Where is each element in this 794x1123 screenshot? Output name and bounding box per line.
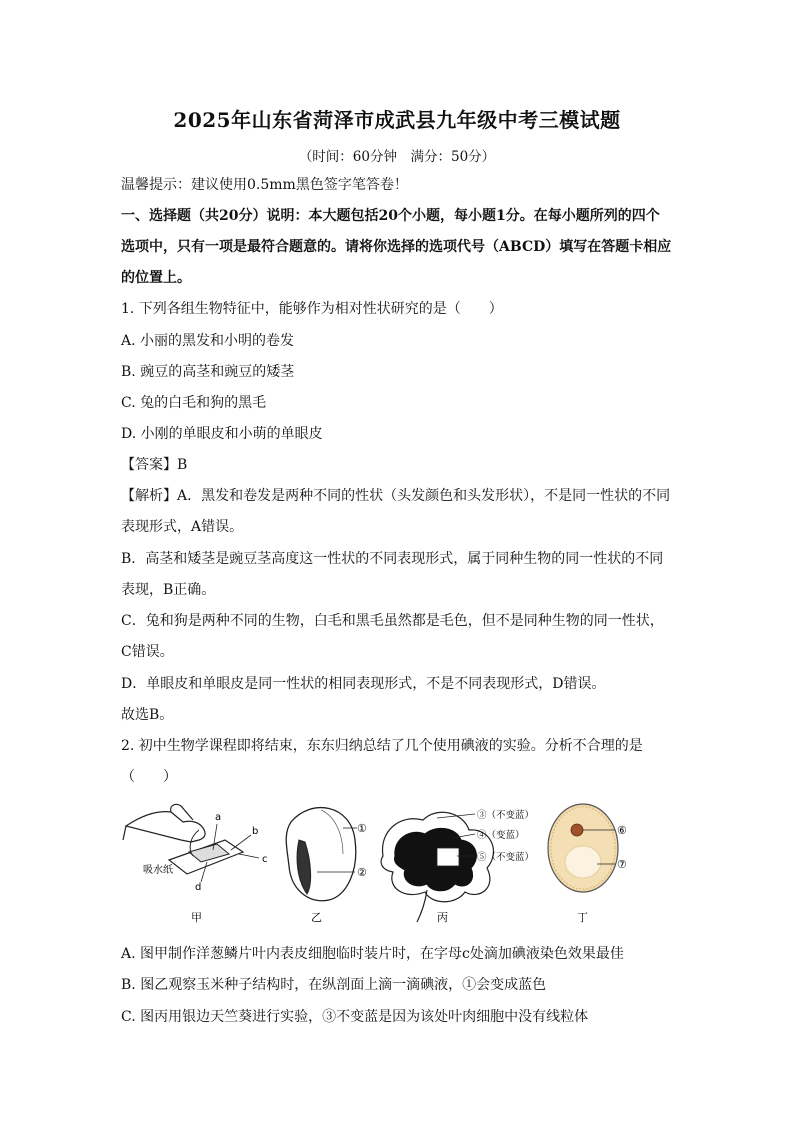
caption-bing: 丙 [437,911,448,924]
question-1-analysis-line: B．高茎和矮茎是豌豆茎高度这一性状的不同表现形式，属于同种生物的同一性状的不同 [121,551,664,567]
label-2: ② [357,866,367,879]
question-1-analysis-line: 【解析】A．黑发和卷发是两种不同的性状（头发颜色和头发形状），不是同一性状的不同 [121,488,671,504]
question-1-analysis-line: C错误。 [121,644,174,660]
caption-ding: 丁 [577,911,588,924]
question-1-option-a: A. 小丽的黑发和小明的卷发 [121,333,295,349]
figure-yi [286,808,367,924]
label-1: ① [357,822,367,835]
question-1-answer: 【答案】B [121,457,188,473]
question-2-option-b: B. 图乙观察玉米种子结构时，在纵剖面上滴一滴碘液，①会变成蓝色 [121,977,547,993]
figure-ding [548,804,627,924]
label-5: ⑤（不变蓝） [477,852,535,863]
label-b: b [252,826,259,837]
label-6: ⑥ [617,824,627,837]
question-2-option-a: A. 图甲制作洋葱鳞片叶内表皮细胞临时装片时，在字母c处滴加碘液染色效果最佳 [121,946,624,962]
section-instructions-line1: 一、选择题（共20分）说明：本大题包括20个小题，每小题1分。在每小题所列的四个 [121,208,660,224]
question-1-analysis-line: D．单眼皮和单眼皮是同一性状的相同表现形式，不是不同表现形式，D错误。 [121,676,606,692]
figure-jia [123,804,268,924]
tip-text: 温馨提示：建议使用0.5mm黑色签字笔答卷！ [121,177,408,193]
question-1-stem: 1. 下列各组生物特征中，能够作为相对性状研究的是（ ） [121,301,503,317]
caption-yi: 乙 [311,911,322,924]
question-1-analysis-line: 表现形式，A错误。 [121,519,244,535]
exam-time-score: （时间：60分钟 满分：50分） [298,149,496,165]
label-4: ④（变蓝） [477,830,525,841]
question-1-conclusion: 故选B。 [121,707,174,723]
label-a: a [215,812,222,823]
figure-bing [381,809,534,924]
label-d: d [195,882,202,893]
caption-jia: 甲 [191,911,202,924]
question-2-option-c: C. 图丙用银边天竺葵进行实验，③不变蓝是因为该处叶肉细胞中没有线粒体 [121,1009,589,1025]
label-3: ③（不变蓝） [477,810,535,821]
question-1-option-d: D. 小刚的单眼皮和小萌的单眼皮 [121,426,323,442]
section-instructions-line2: 选项中，只有一项是最符合题意的。请将你选择的选项代号（ABCD）填写在答题卡相应 [121,239,672,255]
iodine-experiment-figure [121,800,661,930]
question-2-stem-bracket: （ ） [121,769,177,785]
question-2-stem: 2. 初中生物学课程即将结束，东东归纳总结了几个使用碘液的实验。分析不合理的是 [121,738,643,754]
question-1-option-c: C. 兔的白毛和狗的黑毛 [121,395,267,411]
label-7: ⑦ [617,858,627,871]
blotting-paper-label: 吸水纸 [143,865,173,876]
section-instructions-line3: 的位置上。 [121,270,191,286]
question-1-analysis-line: 表现，B正确。 [121,582,216,598]
label-c: c [262,854,268,865]
question-1-analysis-line: C．兔和狗是两种不同的生物，白毛和黑毛虽然都是毛色，但不是同种生物的同一性状， [121,613,664,629]
question-1-option-b: B. 豌豆的高茎和豌豆的矮茎 [121,364,295,380]
page-title: 2025年山东省菏泽市成武县九年级中考三模试题 [173,108,621,132]
